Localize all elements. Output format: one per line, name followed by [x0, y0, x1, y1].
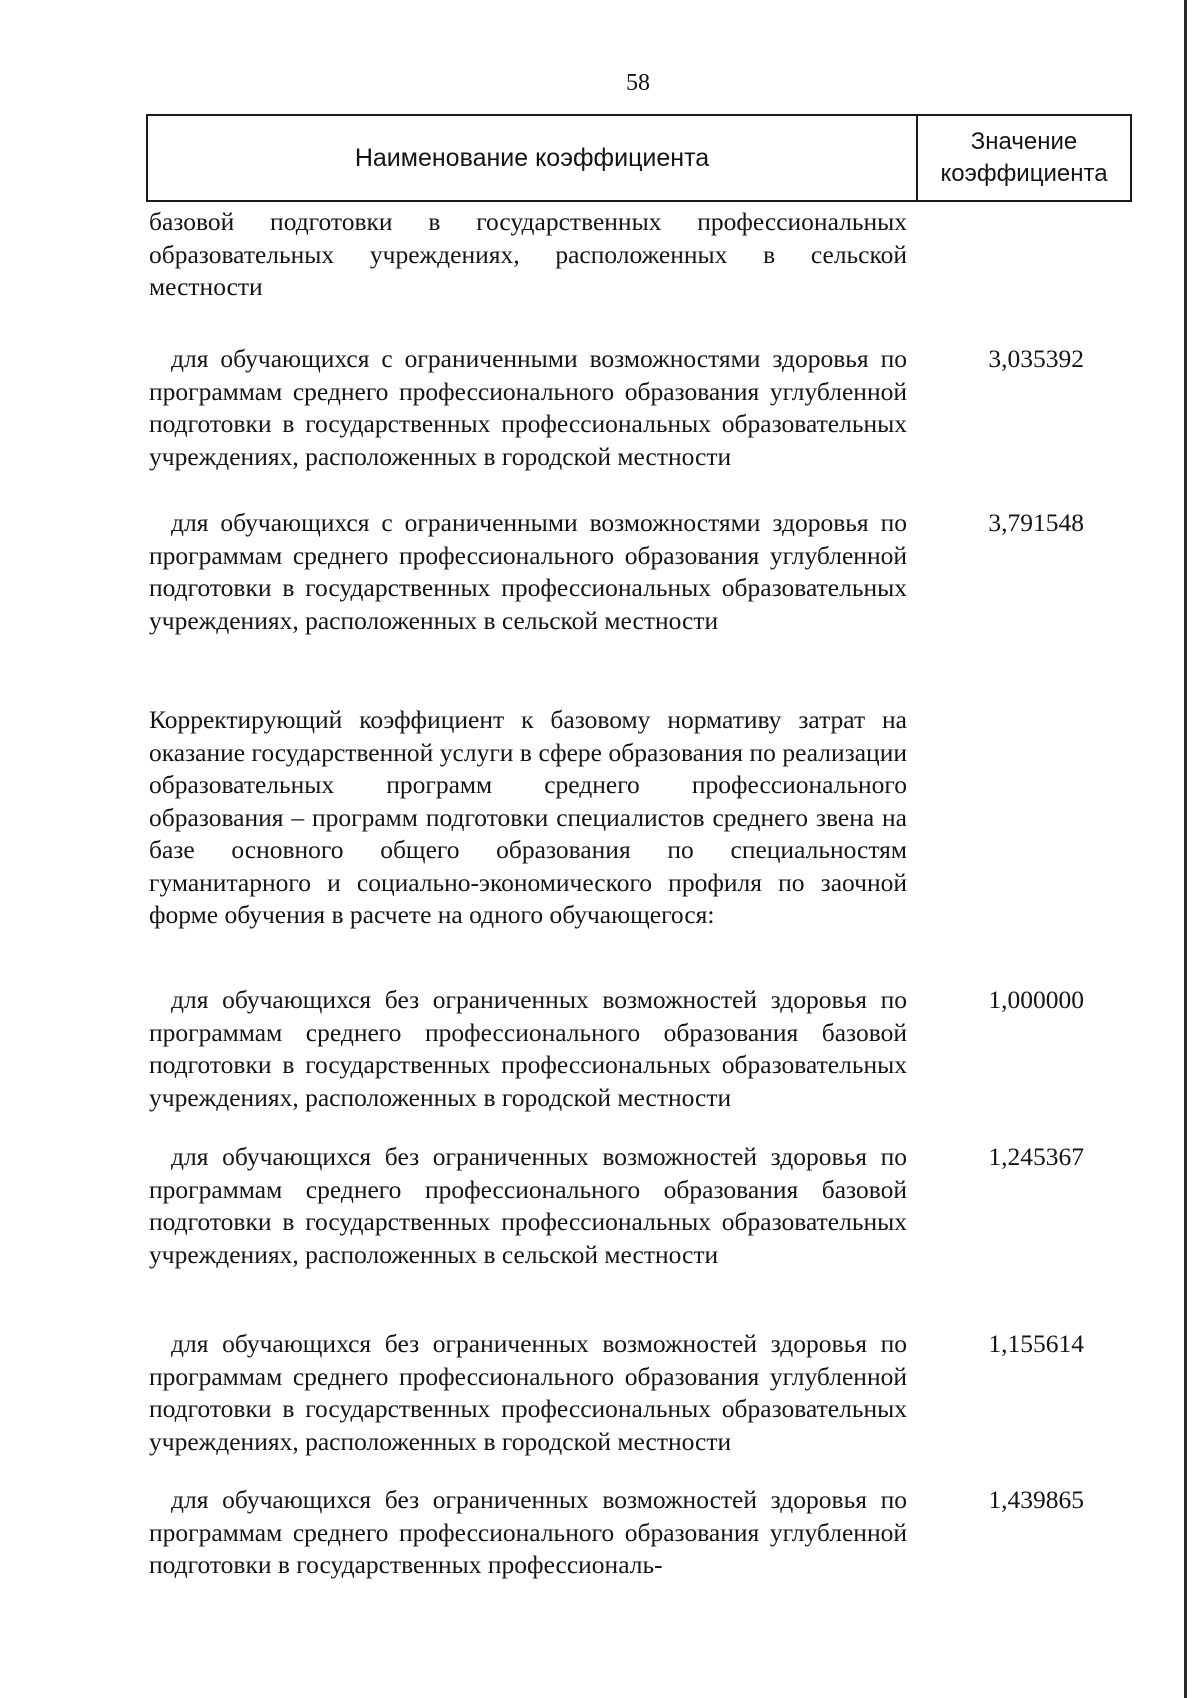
- table-row-text: базовой подготовки в государственных профессиональных образовательных учреждениях, расположенных в сельской местности: [149, 207, 907, 301]
- table-row-text: для обучающихся без ограниченных возможностей здоровья по программам среднего профессионального образования углубленной подготовки в государственных профессиональных образовательных учреждениях, расположенных в городской местности: [149, 1329, 907, 1456]
- coefficient-value: 3,035392: [988, 344, 1084, 373]
- header-value-line1: Значение: [970, 128, 1078, 155]
- coefficient-value: 1,245367: [988, 1142, 1084, 1171]
- coefficient-value: 1,439865: [988, 1485, 1084, 1514]
- page-number: 58: [626, 70, 650, 96]
- table-row-text: для обучающихся без ограниченных возможностей здоровья по программам среднего профессионального образования базовой подготовки в государственных профессиональных образовательных учреждениях, расположенных в сельской местности: [149, 1142, 907, 1269]
- table-row-text: для обучающихся без ограниченных возможностей здоровья по программам среднего профессионального образования углубленной подготовки в государственных профессиональ-: [149, 1485, 907, 1579]
- table-row-text: для обучающихся без ограниченных возможностей здоровья по программам среднего профессионального образования базовой подготовки в государственных профессиональных образовательных учреждениях, расположенных в городской местности: [149, 985, 907, 1112]
- coefficient-value: 1,155614: [988, 1329, 1084, 1358]
- header-coefficient-name: Наименование коэффициента: [148, 116, 918, 200]
- header-value-line2: коэффициента: [940, 160, 1108, 187]
- header-coefficient-value: [918, 116, 1130, 200]
- coefficient-value: 1,000000: [988, 985, 1084, 1014]
- page-right-edge: [1184, 0, 1187, 1698]
- table-row-text: Корректирующий коэффициент к базовому нормативу затрат на оказание государственной услуги в сфере образования по реализации образовательных программ среднего профессионального образования – программ подготовки специалистов среднего звена на базе основного общего образования по специальностям гуманитарного и социально-экономического профиля по заочной форме обучения в расчете на одного обучающегося:: [149, 705, 907, 929]
- table-row-text: для обучающихся с ограниченными возможностями здоровья по программам среднего профессионального образования углубленной подготовки в государственных профессиональных образовательных учреждениях, расположенных в городской местности: [149, 344, 907, 471]
- coefficient-value: 3,791548: [988, 508, 1084, 537]
- table-row-text: для обучающихся с ограниченными возможностями здоровья по программам среднего профессионального образования углубленной подготовки в государственных профессиональных образовательных учреждениях, расположенных в сельской местности: [149, 508, 907, 635]
- table-header: [146, 114, 1132, 202]
